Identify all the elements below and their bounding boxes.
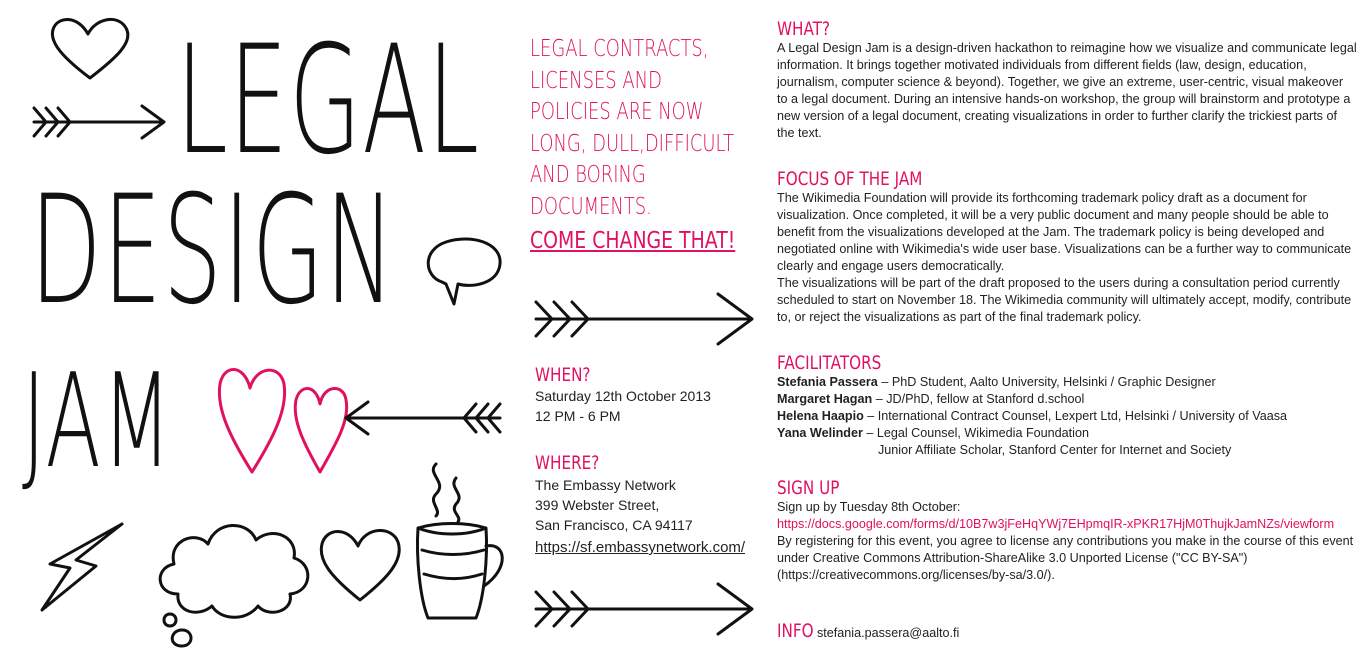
facilitator-name: Margaret Hagan xyxy=(777,392,873,406)
facilitators-heading: FACILITATORS xyxy=(777,352,882,374)
focus-para: The visualizations will be part of the draft proposed to the users during a consultation period currently scheduled to start on November 18. The Wikimedia community will ultimately accept, modify, contribute to, or reject the visualizations as part of the final trademark policy. xyxy=(777,276,1352,324)
facilitator-role: – International Contract Counsel, Lexpert Ltd, Helsinki / University of Vaasa xyxy=(867,409,1288,423)
signup-section xyxy=(777,477,1357,584)
facilitator-row xyxy=(777,391,1357,408)
tagline-line: DOCUMENTS. xyxy=(530,193,652,220)
tagline xyxy=(530,34,735,223)
facilitator-role: – PhD Student, Aalto University, Helsinki / Graphic Designer xyxy=(881,375,1216,389)
signup-license: By registering for this event, you agree to license any contributions you make in the course of this event under Creative Commons Attribution-ShareAlike 3.0 Unported License ("CC BY-SA") (https://creativecommons.org/licenses/by-sa/3.0/). xyxy=(777,534,1354,582)
heart-icon xyxy=(316,520,406,605)
where-street: 399 Webster Street, xyxy=(535,497,660,513)
speech-bubble-icon xyxy=(422,236,507,311)
facilitator-name: Helena Haapio xyxy=(777,409,864,423)
coffee-cup-icon xyxy=(406,458,511,628)
facilitator-role: – Legal Counsel, Wikimedia Foundation xyxy=(866,426,1089,440)
where-url[interactable]: https://sf.embassynetwork.com/ xyxy=(535,539,746,556)
arrow-right-icon xyxy=(30,100,170,145)
arrow-right-icon xyxy=(532,288,757,350)
where-link[interactable] xyxy=(535,537,745,559)
info-section xyxy=(777,620,1357,642)
heart-icon xyxy=(48,14,133,84)
tagline-line: POLICIES ARE NOW xyxy=(530,99,704,125)
facilitator-row xyxy=(777,374,1357,391)
facilitator-name: Yana Welinder xyxy=(777,426,863,440)
title-design: DESIGN xyxy=(30,164,396,338)
signup-heading: SIGN UP xyxy=(777,477,840,499)
lightning-icon xyxy=(36,520,126,615)
tagline-line: LEGAL CONTRACTS, xyxy=(530,36,709,62)
title-legal: LEGAL xyxy=(176,14,481,188)
tagline-line: AND BORING xyxy=(530,162,646,188)
when-time: 12 PM - 6 PM xyxy=(535,408,621,424)
info-heading: INFO xyxy=(777,620,814,642)
title-jam: JAM xyxy=(22,345,173,497)
when-heading: WHEN? xyxy=(535,364,591,386)
facilitator-row xyxy=(777,408,1357,425)
what-section xyxy=(777,18,1357,142)
when-date: Saturday 12th October 2013 xyxy=(535,388,711,404)
facilitator-name: Stefania Passera xyxy=(777,375,878,389)
heart-icon xyxy=(214,360,289,480)
arrow-right-icon xyxy=(532,578,757,640)
where-venue: The Embassy Network xyxy=(535,477,676,493)
info-email[interactable]: stefania.passera@aalto.fi xyxy=(817,626,960,640)
arrow-left-icon xyxy=(340,396,505,441)
facilitator-role: – JD/PhD, fellow at Stanford d.school xyxy=(875,392,1085,406)
signup-form-link[interactable]: https://docs.google.com/forms/d/10B7w3jFeHqYWj7EHpmqIR-xPKR17HjM0ThujkJamNZs/viewform xyxy=(777,517,1335,531)
facilitator-row xyxy=(777,425,1357,442)
facilitators-section xyxy=(777,352,1357,459)
cloud-thought-icon xyxy=(148,514,318,649)
signup-deadline: Sign up by Tuesday 8th October: xyxy=(777,500,961,514)
focus-para: The Wikimedia Foundation will provide its forthcoming trademark policy draft as a document for visualization. Once completed, it will be a very public document and many people should be able to benefit from the visualizations developed at the Jam. The trademark policy is being developed and negotiated online with Wikimedia's wide user base. Visualizations can be a further way to communicate clearly and engage users democratically. xyxy=(777,191,1352,273)
focus-heading: FOCUS OF THE JAM xyxy=(777,168,923,190)
facilitator-extra: Junior Affiliate Scholar, Stanford Center for Internet and Society xyxy=(878,443,1232,457)
focus-section xyxy=(777,168,1357,326)
where-city: San Francisco, CA 94117 xyxy=(535,517,693,533)
tagline-line: LONG, DULL,DIFFICULT xyxy=(530,130,735,157)
tagline-line: LICENSES AND xyxy=(530,67,662,94)
call-to-action: COME CHANGE THAT! xyxy=(530,228,736,254)
what-heading: WHAT? xyxy=(777,18,831,40)
what-body: A Legal Design Jam is a design-driven hackathon to reimagine how we visualize and communicate legal information. It brings together motivated individuals from different fields (law, design, education, journalism, computer science & beyond). Together, we give an extreme, user-centric, visual makeover to a legal document. During an intensive hands-on workshop, the group will brainstorm and prototype a new version of a legal document, creating visualizations in order to further clarify the trickiest parts of the text. xyxy=(777,41,1357,140)
where-heading: WHERE? xyxy=(535,452,600,474)
